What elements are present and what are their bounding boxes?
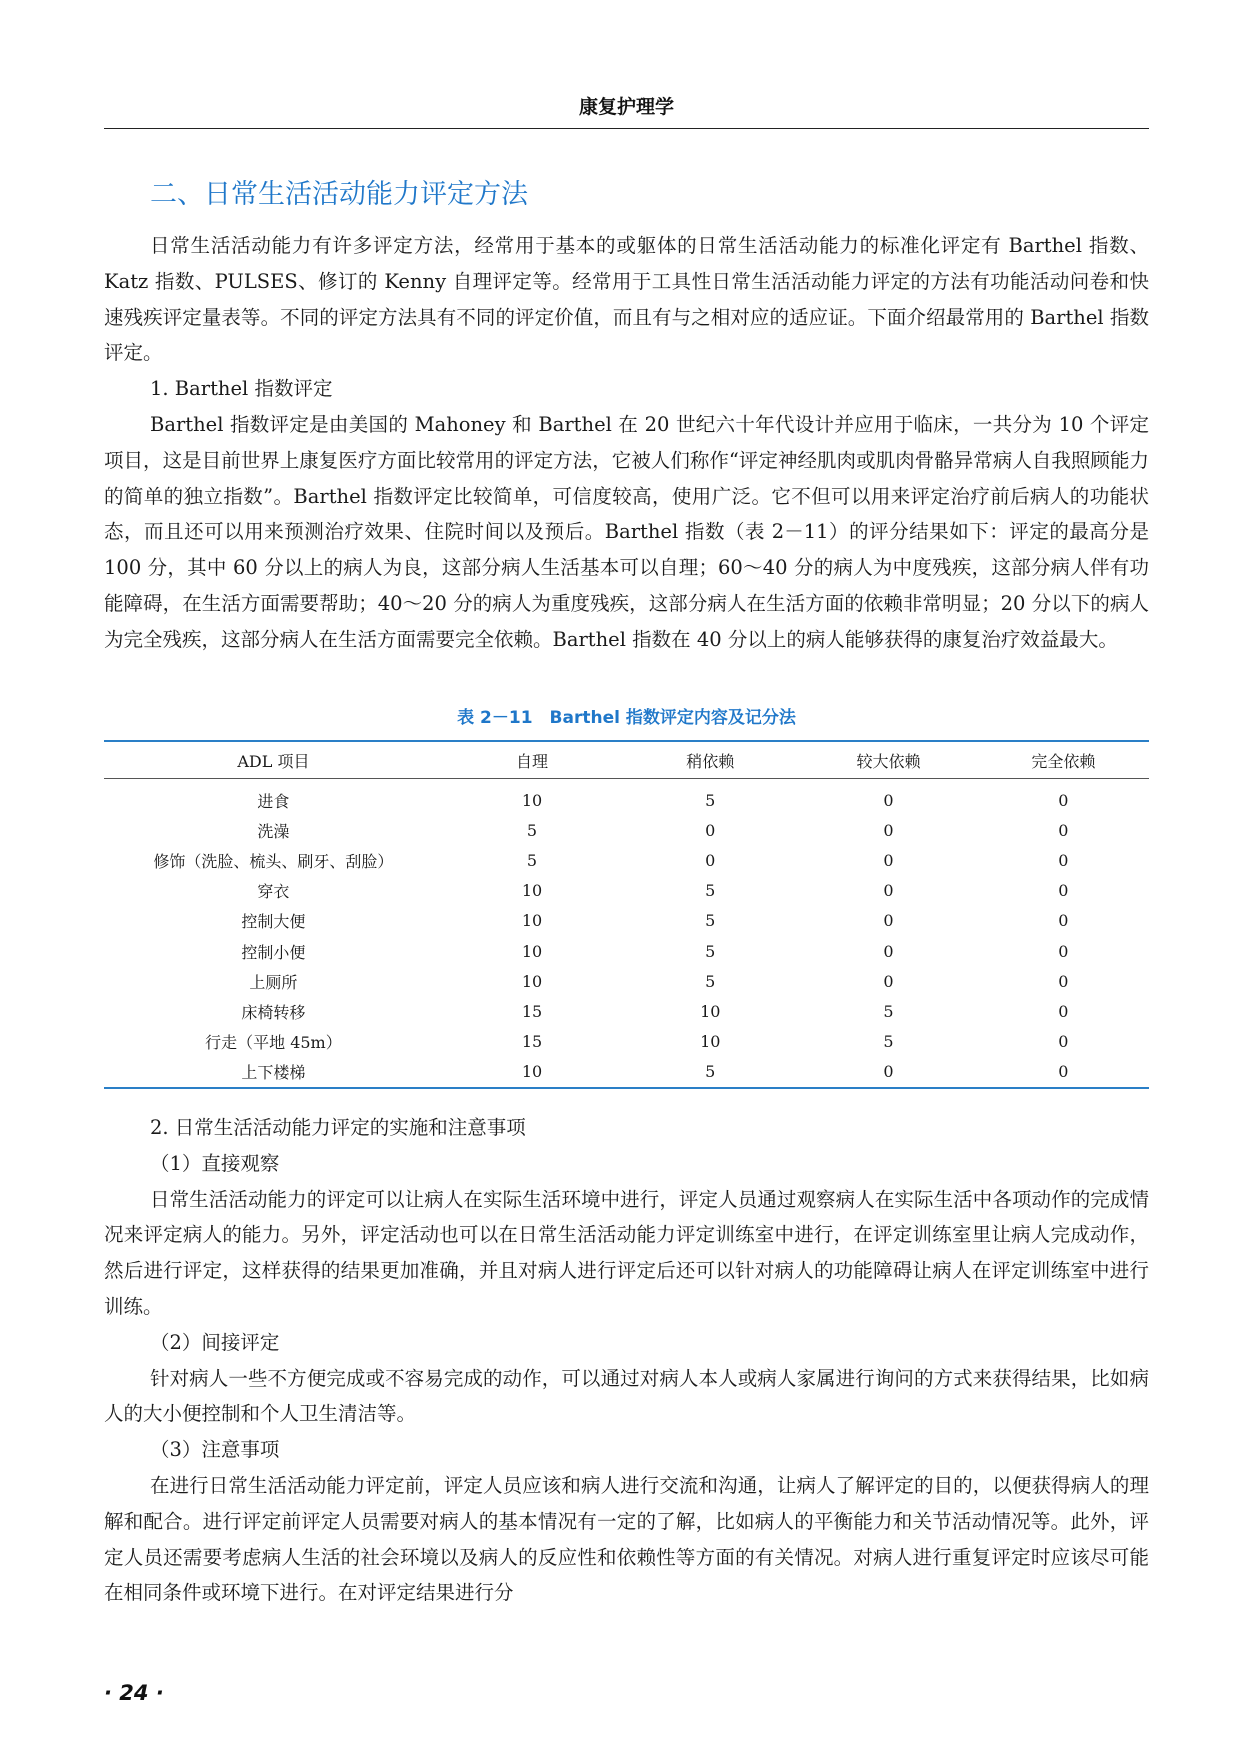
table-cell: 10 [521, 1062, 543, 1082]
table-cell: 0 [1058, 1001, 1069, 1021]
table-cell: 5 [705, 881, 716, 901]
table-cell: 10 [700, 1032, 721, 1052]
table-caption: 表 2－11 Barthel 指数评定内容及记分法 [457, 708, 796, 728]
table-header-cell: ADL 项目 [104, 741, 443, 779]
table-cell: 上下楼梯 [241, 1063, 306, 1083]
table-header-cell: 完全依赖 [978, 741, 1149, 779]
table-cell: 0 [1058, 850, 1069, 870]
table-cell: 0 [1058, 820, 1069, 840]
table-cell: 0 [883, 790, 894, 810]
table-cell: 10 [521, 881, 543, 901]
table-cell: 5 [705, 1062, 716, 1082]
table-row [104, 906, 1149, 936]
table-cell: 5 [705, 790, 716, 810]
table-cell: 0 [705, 850, 716, 870]
subheading-direct-observation: （1）直接观察 [150, 1151, 280, 1175]
subheading-precautions: （3）注意事项 [150, 1438, 280, 1462]
table-header-cell: 较大依赖 [799, 741, 977, 779]
intro-paragraph-1: 日常生活活动能力有许多评定方法，经常用于基本的或躯体的日常生活活动能力的标准化评定有 Barthel 指数、Katz 指数、PULSES、修订的 Kenny 自理评定等。经常用于工具性日常生活活动能力评定的方法有功能活动问卷和快速残疾评定量表等。不同的评定方法具有不同的评定价值，而且有与之相对应的适应证。下面介绍最常用的 Barthel 指数评定。 [104, 234, 1149, 365]
paragraph-indirect-assessment: 针对病人一些不方便完成或不容易完成的动作，可以通过对病人本人或病人家属进行询问的方式来获得结果，比如病人的大小便控制和个人卫生清洁等。 [104, 1366, 1149, 1426]
table-row [104, 779, 1149, 816]
table-cell: 5 [883, 1032, 894, 1052]
subheading-indirect-assessment: （2）间接评定 [150, 1330, 280, 1354]
intro-block [104, 228, 1149, 658]
table-cell: 5 [526, 820, 538, 840]
table-row [104, 1027, 1149, 1057]
table-cell: 0 [1058, 1032, 1069, 1052]
table-cell: 修饰（洗脸、梳头、刷牙、刮脸） [153, 851, 394, 871]
paragraph-direct-observation: 日常生活活动能力的评定可以让病人在实际生活环境中进行，评定人员通过观察病人在实际生活中各项动作的完成情况来评定病人的能力。另外，评定活动也可以在日常生活活动能力评定训练室中进行，在评定训练室里让病人完成动作，然后进行评定，这样获得的结果更加准确，并且对病人进行评定后还可以针对病人的功能障碍让病人在评定训练室中进行训练。 [104, 1187, 1149, 1318]
table-cell: 穿衣 [257, 882, 290, 902]
table-header-row [104, 741, 1149, 779]
table-cell: 5 [883, 1001, 894, 1021]
page-number: · 24 · [104, 1681, 164, 1705]
table-cell: 0 [883, 820, 894, 840]
table-cell: 上厕所 [249, 972, 298, 992]
table-row [104, 845, 1149, 875]
table-cell: 控制大便 [241, 912, 306, 932]
table-cell: 15 [521, 1032, 543, 1052]
implementation-block [104, 1110, 1149, 1611]
table-row [104, 1057, 1149, 1088]
table-cell: 5 [705, 941, 716, 961]
barthel-table [104, 740, 1149, 1089]
table-cell: 5 [705, 971, 716, 991]
subheading-barthel: 1. Barthel 指数评定 [150, 377, 333, 401]
table-header-cell: 稍依赖 [621, 741, 799, 779]
table-cell: 0 [1058, 971, 1069, 991]
table-row [104, 815, 1149, 845]
table-row [104, 966, 1149, 996]
table-cell: 0 [883, 941, 894, 961]
subheading-implementation: 2. 日常生活活动能力评定的实施和注意事项 [150, 1116, 526, 1139]
intro-paragraph-2: Barthel 指数评定是由美国的 Mahoney 和 Barthel 在 20 世纪六十年代设计并应用于临床，一共分为 10 个评定项目，这是目前世界上康复医疗方面比较常用的评定方法，它被人们称作“评定神经肌肉或肌肉骨骼异常病人自我照顾能力的简单的独立指数”。Barthel 指数评定比较简单，可信度较高，使用广泛。它不但可以用来评定治疗前后病人的功能状态，而且还可以用来预测治疗效果、住院时间以及预后。Barthel 指数（表 2－11）的评分结果如下：评定的最高分是 100 分，其中 60 分以上的病人为良，这部分病人生活基本可以自理；60～40 分的病人为中度残疾，这部分病人伴有功能障碍，在生活方面需要帮助；40～20 分的病人为重度残疾，这部分病人在生活方面的依赖非常明显；20 分以下的病人为完全残疾，这部分病人在生活方面需要完全依赖。Barthel 指数在 40 分以上的病人能够获得的康复治疗效益最大。 [104, 412, 1149, 651]
table-cell: 0 [1058, 911, 1069, 931]
table-cell: 10 [700, 1001, 721, 1021]
table-cell: 进食 [257, 791, 290, 811]
table-cell: 5 [705, 911, 716, 931]
table-cell: 0 [883, 1062, 894, 1082]
section-heading: 二、日常生活活动能力评定方法 [150, 179, 528, 210]
header-rule [104, 128, 1149, 129]
table-cell: 10 [521, 911, 543, 931]
table-cell: 10 [521, 941, 543, 961]
table-row [104, 996, 1149, 1026]
table-cell: 15 [521, 1001, 543, 1021]
table-cell: 0 [1058, 881, 1069, 901]
table-header-cell: 自理 [443, 741, 621, 779]
table-cell: 洗澡 [257, 821, 290, 841]
table-cell: 10 [521, 971, 543, 991]
table-cell: 5 [526, 850, 538, 870]
table-cell: 10 [521, 790, 543, 810]
table-row [104, 876, 1149, 906]
table-cell: 0 [883, 971, 894, 991]
table-cell: 0 [883, 881, 894, 901]
paragraph-precautions: 在进行日常生活活动能力评定前，评定人员应该和病人进行交流和沟通，让病人了解评定的目的，以便获得病人的理解和配合。进行评定前评定人员需要对病人的基本情况有一定的了解，比如病人的平衡能力和关节活动情况等。此外，评定人员还需要考虑病人生活的社会环境以及病人的反应性和依赖性等方面的有关情况。对病人进行重复评定时应该尽可能在相同条件或环境下进行。在对评定结果进行分 [104, 1473, 1149, 1605]
table-cell: 0 [1058, 790, 1069, 810]
table-cell: 0 [883, 911, 894, 931]
table-cell: 0 [883, 850, 894, 870]
running-header: 康复护理学 [578, 96, 674, 118]
table-row [104, 936, 1149, 966]
table-cell: 0 [1058, 941, 1069, 961]
table-cell: 行走（平地 45m） [205, 1033, 342, 1053]
table-cell: 床椅转移 [241, 1002, 306, 1022]
table-cell: 0 [705, 820, 716, 840]
table-cell: 0 [1058, 1062, 1069, 1082]
table-cell: 控制小便 [241, 942, 306, 962]
